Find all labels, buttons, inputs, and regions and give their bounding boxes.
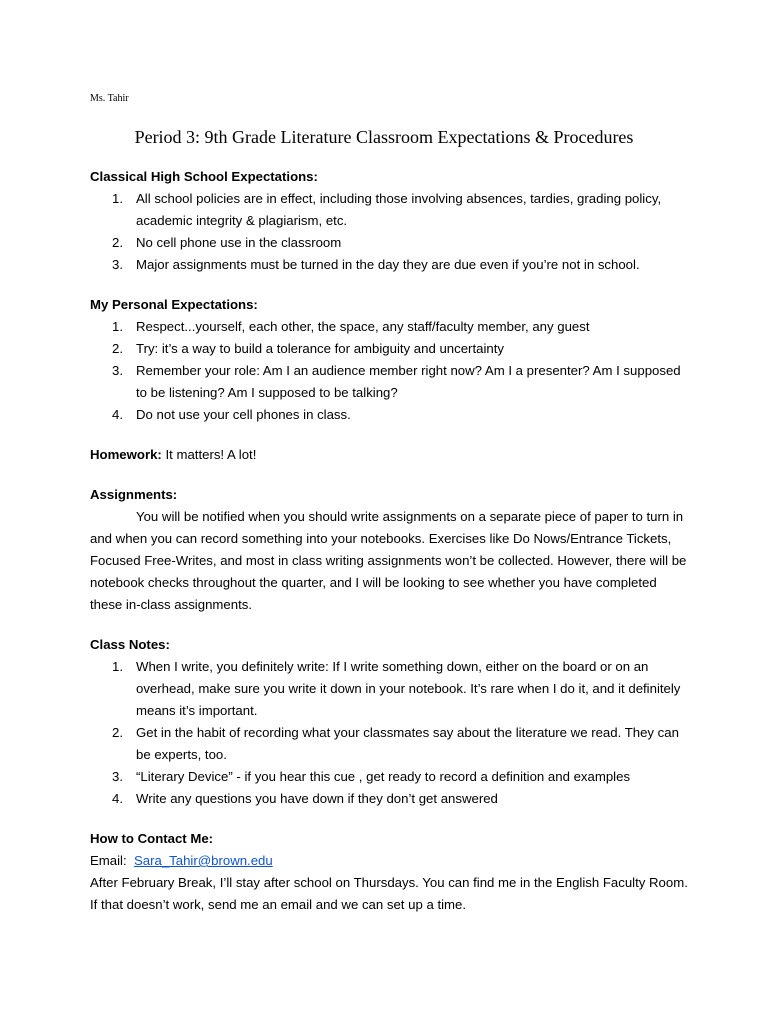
email-line (90, 850, 690, 872)
assignments-section (90, 484, 690, 616)
author-name: Ms. Tahir (90, 93, 129, 104)
list-item-text: Do not use your cell phones in class. (136, 407, 351, 422)
homework-label: Homework: (90, 447, 162, 462)
list-item: 2. No cell phone use in the classroom (112, 235, 342, 250)
list-item: 2. Get in the habit of recording what your classmates say about the literature we read. They can be experts, too. (112, 725, 679, 762)
list-item: 4. Do not use your cell phones in class. (112, 407, 351, 422)
list-item-text: No cell phone use in the classroom (136, 235, 342, 250)
list-item-text: Write any questions you have down if they don’t get answered (136, 791, 498, 806)
homework-text: It matters! A lot! (161, 447, 257, 462)
document-title: Period 3: 9th Grade Literature Classroom Expectations & Procedures (134, 127, 634, 147)
list-item-text: All school policies are in effect, including those involving absences, tardies, grading policy, academic integrity & plagiarism, etc. (136, 191, 662, 228)
document-body (90, 166, 690, 934)
list-item: 3. Major assignments must be turned in the day they are due even if you’re not in school. (112, 257, 640, 272)
school-expectations-section (90, 166, 690, 276)
class-notes-section (90, 634, 690, 810)
list-item-text: Get in the habit of recording what your classmates say about the literature we read. They can be experts, too. (136, 725, 679, 762)
list-item-text: “Literary Device” - if you hear this cue , get ready to record a definition and examples (136, 769, 631, 784)
homework-line (90, 444, 690, 466)
contact-heading: How to Contact Me: (90, 831, 214, 846)
list-item-text: Remember your role: Am I an audience member right now? Am I a presenter? Am I supposed to be listening? Am I supposed to be talking? (136, 363, 681, 400)
assignments-paragraph: You will be notified when you should write assignments on a separate piece of paper to turn in and when you can record something into your notebooks. Exercises like Do Nows/Entrance Tickets, Focused Free-Writes, and most in class writing assignments won’t be collected. However, there will be notebook checks throughout the quarter, and I will be looking to see whether you have completed these in-class assignments. (90, 509, 687, 612)
list-item-text: Try: it’s a way to build a tolerance for ambiguity and uncertainty (136, 341, 504, 356)
email-label: Email: (90, 853, 127, 868)
list-item: 1. When I write, you definitely write: If I write something down, either on the board or on an overhead, make sure you write it down in your notebook. It’s rare when I do it, and it definitely means it’s important. (112, 659, 681, 718)
school-expectations-heading: Classical High School Expectations: (90, 169, 318, 184)
assignments-heading: Assignments: (90, 487, 178, 502)
list-item: 3. Remember your role: Am I an audience member right now? Am I a presenter? Am I supposed to be listening? Am I supposed to be talking? (112, 363, 681, 400)
personal-expectations-list (90, 316, 690, 426)
class-notes-list (90, 656, 690, 810)
list-item: 4. Write any questions you have down if they don’t get answered (112, 791, 498, 806)
list-item-text: When I write, you definitely write: If I write something down, either on the board or on an overhead, make sure you write it down in your notebook. It’s rare when I do it, and it definitely means it’s important. (136, 659, 681, 718)
list-item: 3. “Literary Device” - if you hear this cue , get ready to record a definition and examples (112, 769, 631, 784)
personal-expectations-heading: My Personal Expectations: (90, 297, 258, 312)
email-link[interactable]: Sara_Tahir@brown.edu (133, 853, 273, 868)
class-notes-heading: Class Notes: (90, 637, 170, 652)
contact-note: After February Break, I’ll stay after school on Thursdays. You can find me in the English Faculty Room. If that doesn’t work, send me an email and we can set up a time. (90, 875, 688, 912)
list-item: 2. Try: it’s a way to build a tolerance for ambiguity and uncertainty (112, 341, 504, 356)
list-item-text: Respect...yourself, each other, the space, any staff/faculty member, any guest (136, 319, 590, 334)
personal-expectations-section (90, 294, 690, 426)
homework-section (90, 444, 690, 466)
school-expectations-list (90, 188, 690, 276)
list-item: 1. Respect...yourself, each other, the space, any staff/faculty member, any guest (112, 319, 590, 334)
contact-section (90, 828, 690, 916)
list-item-text: Major assignments must be turned in the day they are due even if you’re not in school. (136, 257, 640, 272)
list-item: 1. All school policies are in effect, including those involving absences, tardies, grading policy, academic integrity & plagiarism, etc. (112, 191, 662, 228)
